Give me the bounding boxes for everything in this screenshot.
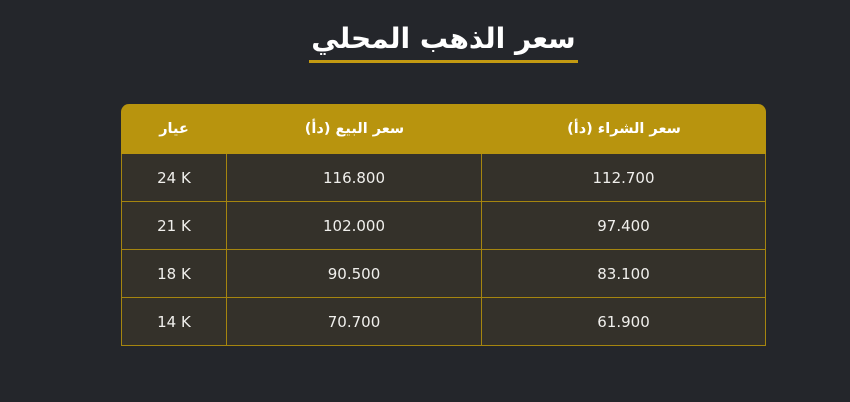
buy-price-cell: 61.900	[482, 298, 766, 346]
table-row	[121, 298, 766, 346]
karat-cell: 24 K	[121, 154, 227, 202]
buy-price-cell: 83.100	[482, 250, 766, 298]
buy-price-cell: 112.700	[482, 154, 766, 202]
header-buy-price: سعر الشراء (دأ)	[482, 104, 766, 154]
title-row	[121, 0, 766, 63]
karat-cell: 18 K	[121, 250, 227, 298]
sell-price-cell: 116.800	[227, 154, 482, 202]
gold-price-table	[121, 104, 766, 346]
header-sell-price: سعر البيع (دأ)	[227, 104, 482, 154]
sell-price-cell: 102.000	[227, 202, 482, 250]
header-karat: عيار	[121, 104, 227, 154]
table-row	[121, 202, 766, 250]
table-row	[121, 154, 766, 202]
karat-cell: 14 K	[121, 298, 227, 346]
table-header	[121, 104, 766, 154]
sell-price-cell: 70.700	[227, 298, 482, 346]
header-row	[121, 104, 766, 154]
karat-cell: 21 K	[121, 202, 227, 250]
content-container	[121, 0, 766, 346]
table-row	[121, 250, 766, 298]
table-body	[121, 154, 766, 346]
buy-price-cell: 97.400	[482, 202, 766, 250]
page-title: سعر الذهب المحلي	[309, 22, 577, 63]
sell-price-cell: 90.500	[227, 250, 482, 298]
